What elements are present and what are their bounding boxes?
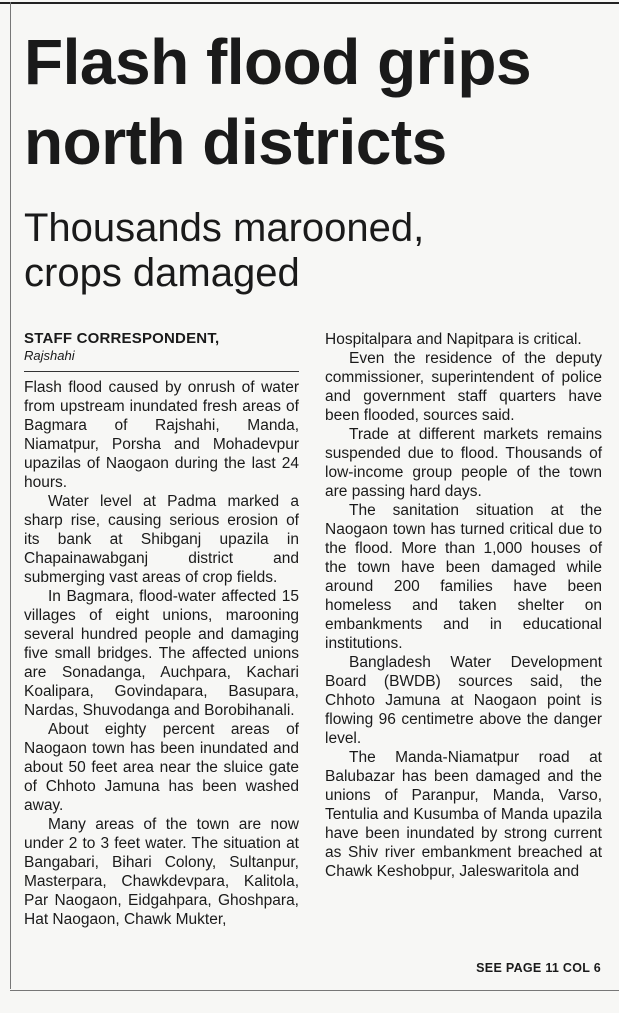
dateline-location: Rajshahi [24, 348, 75, 363]
paragraph: Trade at different markets remains suspended due to flood. Thousands of low-income group people of the town are passing hard days. [325, 426, 602, 500]
article-column-right [325, 330, 602, 881]
byline: STAFF CORRESPONDENT, [24, 330, 220, 347]
article-column-left [24, 330, 299, 929]
subheadline-line-1: Thousands marooned, [24, 206, 425, 250]
continued-on-page-line: SEE PAGE 11 COL 6 [476, 961, 601, 975]
headline [24, 22, 614, 182]
paragraph: Even the residence of the deputy commissioner, superintendent of police and government staff quarters have been flooded, sources said. [325, 350, 602, 424]
left-rule [10, 2, 11, 989]
paragraph: Flash flood caused by onrush of water from upstream inundated fresh areas of Bagmara of Rajshahi, Manda, Niamatpur, Porsha and Mohadevpur upazilas of Naogaon during the last 24 hours. [24, 379, 299, 491]
paragraph: Hospitalpara and Napitpara is critical. [325, 331, 582, 348]
subheadline [24, 206, 614, 296]
paragraph: In Bagmara, flood-water affected 15 villages of eight unions, marooning several hundred people and damaging five small bridges. The affected unions are Sonadanga, Auchpara, Kachari Koalipara, Govindapara, Basupara, Nardas, Shuvodanga and Borobihanali. [24, 588, 299, 719]
paragraph: Water level at Padma marked a sharp rise, causing serious erosion of its bank at Shibganj upazila in Chapainawabganj district and submerging vast areas of crop fields. [24, 493, 299, 586]
paragraph: The sanitation situation at the Naogaon town has turned critical due to the flood. More than 1,000 houses of the town have been damaged while around 200 families have been homeless and taken shelter on embankments and in educational institutions. [325, 502, 602, 652]
subheadline-line-2: crops damaged [24, 251, 300, 295]
headline-line-1: Flash flood grips [24, 26, 532, 98]
paragraph: About eighty percent areas of Naogaon town has been inundated and about 50 feet area near the sluice gate of Chhoto Jamuna has been washed away. [24, 721, 299, 814]
paragraph: Bangladesh Water Development Board (BWDB) sources said, the Chhoto Jamuna at Naogaon point is flowing 96 centimetre above the danger level. [325, 654, 602, 747]
paragraph: The Manda-Niamatpur road at Balubazar has been damaged and the unions of Paranpur, Manda, Varso, Tentulia and Kusumba of Manda upazila have been inundated by strong current as Shiv river embankment breached at Chawk Keshobpur, Jaleswaritola and [325, 749, 602, 880]
top-rule [0, 2, 619, 4]
headline-line-2: north districts [24, 106, 447, 178]
bottom-rule [10, 990, 619, 991]
paragraph: Many areas of the town are now under 2 to 3 feet water. The situation at Bangabari, Bihari Colony, Sultanpur, Masterpara, Chawkdevpara, Kalitola, Par Naogaon, Eidgahpara, Ghoshpara, Hat Naogaon, Chawk Mukter, [24, 816, 299, 928]
byline-rule [24, 371, 299, 372]
